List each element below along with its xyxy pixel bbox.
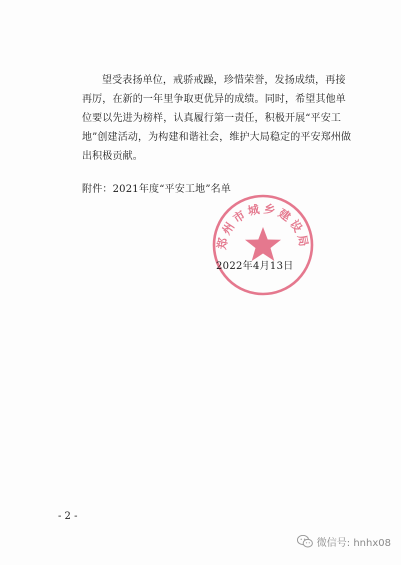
wechat-watermark (297, 534, 391, 549)
attachment-line: 附件：2021年度“平安工地”名单 (82, 184, 232, 195)
page-number: - 2 - (58, 511, 78, 522)
seal-star-icon (245, 227, 281, 261)
seal-text: 郑州市城乡建设局 (214, 201, 312, 251)
official-seal-icon (208, 190, 318, 300)
wechat-icon (297, 535, 313, 548)
document-date: 2022年4月13日 (216, 261, 294, 272)
body-paragraph (82, 71, 354, 166)
body-paragraph-text: 望受表扬单位，戒骄戒躁，珍惜荣誉，发扬成绩，再接再厉，在新的一年里争取更优异的成绩。同时，希望其他单位要以先进为榜样，认真履行第一责任，积极开展“平安工地”创建活动，为构建和谐社会，维护大局稳定的平安郑州做出积极贡献。 (82, 75, 352, 162)
watermark-text: 微信号: hnhx08 (316, 538, 391, 549)
